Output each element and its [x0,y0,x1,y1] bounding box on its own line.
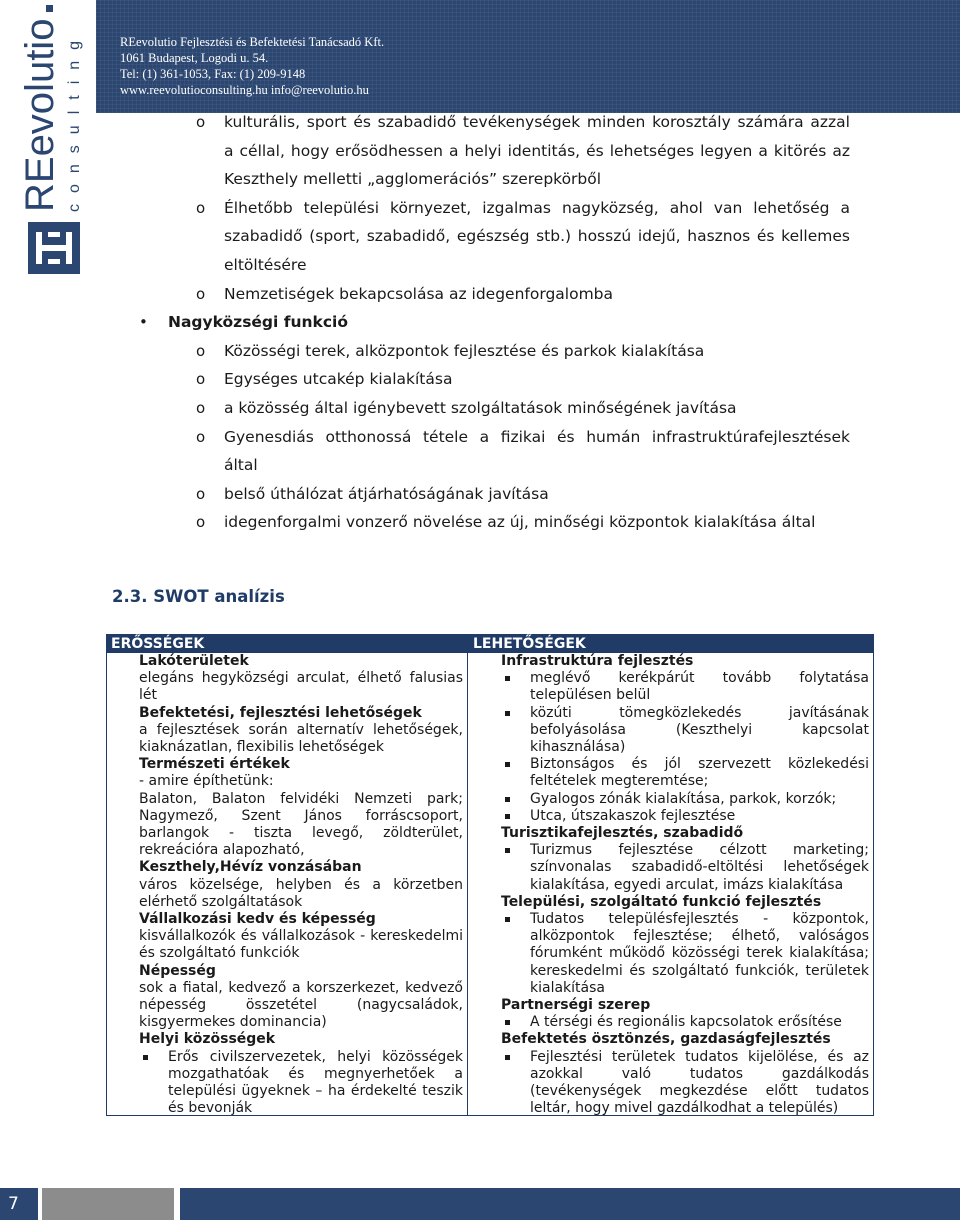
swot-category-heading [139,859,463,876]
swot-category-heading [139,911,463,928]
list-bullet: o [196,113,206,131]
swot-category-heading [139,705,463,722]
company-phone: Tel: (1) 361-1053, Fax: (1) 209-9148 [120,67,306,81]
list-bullet: o [196,284,206,303]
list-bullet: o [196,370,206,389]
swot-item-text: Erős civilszervezetek, helyi közösségek mozgathatóak és megnyerhetőek a települési ügyeknek – ha érdekelté teszik és bevonják [168,1048,463,1117]
swot-item-text: kisvállalkozók és vállalkozások - kereskedelmi és szolgáltató funkciók [139,928,463,962]
logo-dot-icon [46,5,53,12]
company-address: 1061 Budapest, Logodi u. 54. [120,51,269,65]
swot-header-strengths: ERŐSSÉGEK [107,635,468,653]
swot-bullet-item [501,791,869,808]
list-item-line: Élhetőbb települési környezet, izgalmas nagyközség, ahol van lehetőség a [224,198,850,217]
swot-category-heading [139,756,463,773]
swot-item-text: közúti tömegközlekedés javításának befolyásolása (Keszthelyi kapcsolat kihasználása) [530,704,869,756]
swot-bullet-item [501,808,869,825]
swot-bullet-item [501,911,869,997]
swot-bullet-item [501,670,869,704]
swot-strengths-column [139,653,463,1117]
swot-item-text: meglévő kerékpárút tovább folytatása településen belül [530,670,869,704]
swot-text [139,791,463,860]
swot-item-text: Partnerségi szerep [501,997,651,1014]
swot-item-text: sok a fiatal, kedvező a korszerkezet, kedvező népesség összetétel (nagycsaládok, kisgyermekes dominancia) [139,979,463,1031]
swot-table [106,634,874,1116]
swot-item-text: Utca, útszakaszok fejlesztése [530,807,736,824]
swot-item-text: Biztonságos és jól szervezett közlekedési feltételek megteremtése; [530,756,869,790]
swot-item-text: a fejlesztések során alternatív lehetőségek, kiaknázatlan, flexibilis lehetőségek [139,721,463,756]
swot-text [139,773,463,790]
list-item-line: szabadidő (sport, szabadidő, egészség stb.) hosszú idejű, hasznos és kellemes [224,227,850,246]
swot-item-text: Népesség [139,962,216,979]
footer-blue-bar [180,1188,960,1220]
swot-category-heading [501,1031,869,1048]
swot-category-heading [501,894,869,911]
swot-item-text: Tudatos településfejlesztés - központok, alközpontok fejlesztése; élhető, valóságos fórumként működő közösségi terek kialakítása; kereskedelmi és szolgáltató funkciók, területek kialakítása [530,911,869,996]
swot-item-text: Infrastruktúra fejlesztés [501,653,694,669]
list-item-line: a közösség által igénybevett szolgáltatások minőségének javítása [224,399,737,417]
list-item-line: Egységes utcakép kialakítása [224,370,453,389]
swot-text [139,928,463,962]
swot-category-heading [139,653,463,670]
section-title: 2.3. SWOT analízis [112,587,285,606]
swot-item-text: A térségi és regionális kapcsolatok erősítése [530,1014,842,1031]
list-bullet: o [196,513,206,532]
swot-text [139,722,463,756]
swot-item-text: Gyalogos zónák kialakítása, parkok, korzók; [530,790,837,807]
list-item-line: Közösségi terek, alközpontok fejlesztése és parkok kialakítása [224,341,705,360]
swot-item-text: Helyi közösségek [139,1031,276,1048]
heading-bullet: • [139,313,148,332]
list-bullet: o [196,484,206,503]
list-item-line: a céllal, hogy erősödhessen a helyi identitás, és lehetséges legyen a kitörés az [224,141,850,160]
list-item-line: által [224,456,258,475]
swot-item-text: Természeti értékek [139,756,290,773]
list-item-line: Gyenesdiás otthonossá tétele a fizikai és humán infrastruktúrafejlesztések [224,427,850,446]
swot-column-divider [467,635,468,1115]
swot-bullet-item [501,1014,869,1031]
list-item-line: kulturális, sport és szabadidő tevékenységek minden korosztály számára azzal [224,113,850,131]
logo [0,0,96,285]
swot-item-text: Keszthely,Hévíz vonzásában [139,859,362,876]
list-bullet: o [196,427,206,446]
swot-category-heading [139,963,463,980]
swot-item-text: Fejlesztési területek tudatos kijelölése, és az azokkal való tudatos gazdálkodás (tevékenységek megkezdése előtt tudatos leltár, hogy mivel gazdálkodhat a település) [530,1048,869,1117]
swot-item-text: város közelsége, helyben és a körzetben elérhető szolgáltatások [139,876,463,910]
swot-item-text: Turizmus fejlesztése célzott marketing; színvonalas szabadidő-eltöltési lehetőségek kialakítása, egyedi arculat, imázs kialakítása [530,842,869,893]
logo-word: REevolutio [18,18,62,212]
list-bullet: o [196,399,206,417]
list-item-line: idegenforgalmi vonzerő növelése az új, minőségi központok kialakítása által [224,513,816,532]
list-item-line: eltöltésére [224,256,307,274]
swot-item-text: Balaton, Balaton felvidéki Nemzeti park; Nagymező, Szent János forráscsoport, barlangok - tiszta levegő, zöldterület, rekreációra alapozható, [139,790,463,859]
swot-item-text: Vállalkozási kedv és képesség [139,911,376,928]
swot-item-text: Befektetési, fejlesztési lehetőségek [139,704,422,721]
page-number: 7 [0,1188,38,1220]
swot-item-text: Turisztikafejlesztés, szabadidő [501,825,744,842]
header-contact-info [120,34,384,98]
swot-bullet-item [501,705,869,757]
swot-opportunities-column [501,653,869,1117]
company-web: www.reevolutioconsulting.hu info@reevolutio.hu [120,83,369,97]
swot-item-text: Lakóterületek [139,653,249,669]
list-item-line: Nemzetiségek bekapcsolása az idegenforgalomba [224,284,614,303]
list-bullet: o [196,341,206,360]
list-heading: Nagyközségi funkció [168,313,349,332]
swot-bullet-item [501,1049,869,1118]
logo-sub: consulting [66,29,83,212]
list-bullet: o [196,198,206,217]
logo-wordmark [18,5,83,212]
list-item-line: Keszthely melletti „agglomerációs” szerepkörből [224,170,602,189]
swot-text [139,877,463,911]
company-name: REevolutio Fejlesztési és Befektetési Tanácsadó Kft. [120,35,385,49]
swot-bullet-item [139,1049,463,1118]
swot-category-heading [501,653,869,670]
swot-bullet-item [501,756,869,790]
swot-item-text: - amire építhetünk: [139,773,274,790]
swot-text [139,670,463,704]
swot-text [139,980,463,1032]
swot-item-text: Települési, szolgáltató funkció fejlesztés [501,893,822,910]
swot-category-heading [501,997,869,1014]
swot-bullet-item [501,842,869,894]
swot-category-heading [139,1031,463,1048]
swot-item-text: elegáns hegyközségi arculat, élhető falusias lét [139,670,463,704]
swot-item-text: Befektetés ösztönzés, gazdaságfejlesztés [501,1031,831,1048]
reevolutio-logo-mark-icon [28,222,80,274]
footer-grey-bar [42,1188,174,1220]
swot-header-opportunities: LEHETŐSÉGEK [468,635,873,653]
list-item-line: belső úthálózat átjárhatóságának javítása [224,484,549,503]
swot-category-heading [501,825,869,842]
